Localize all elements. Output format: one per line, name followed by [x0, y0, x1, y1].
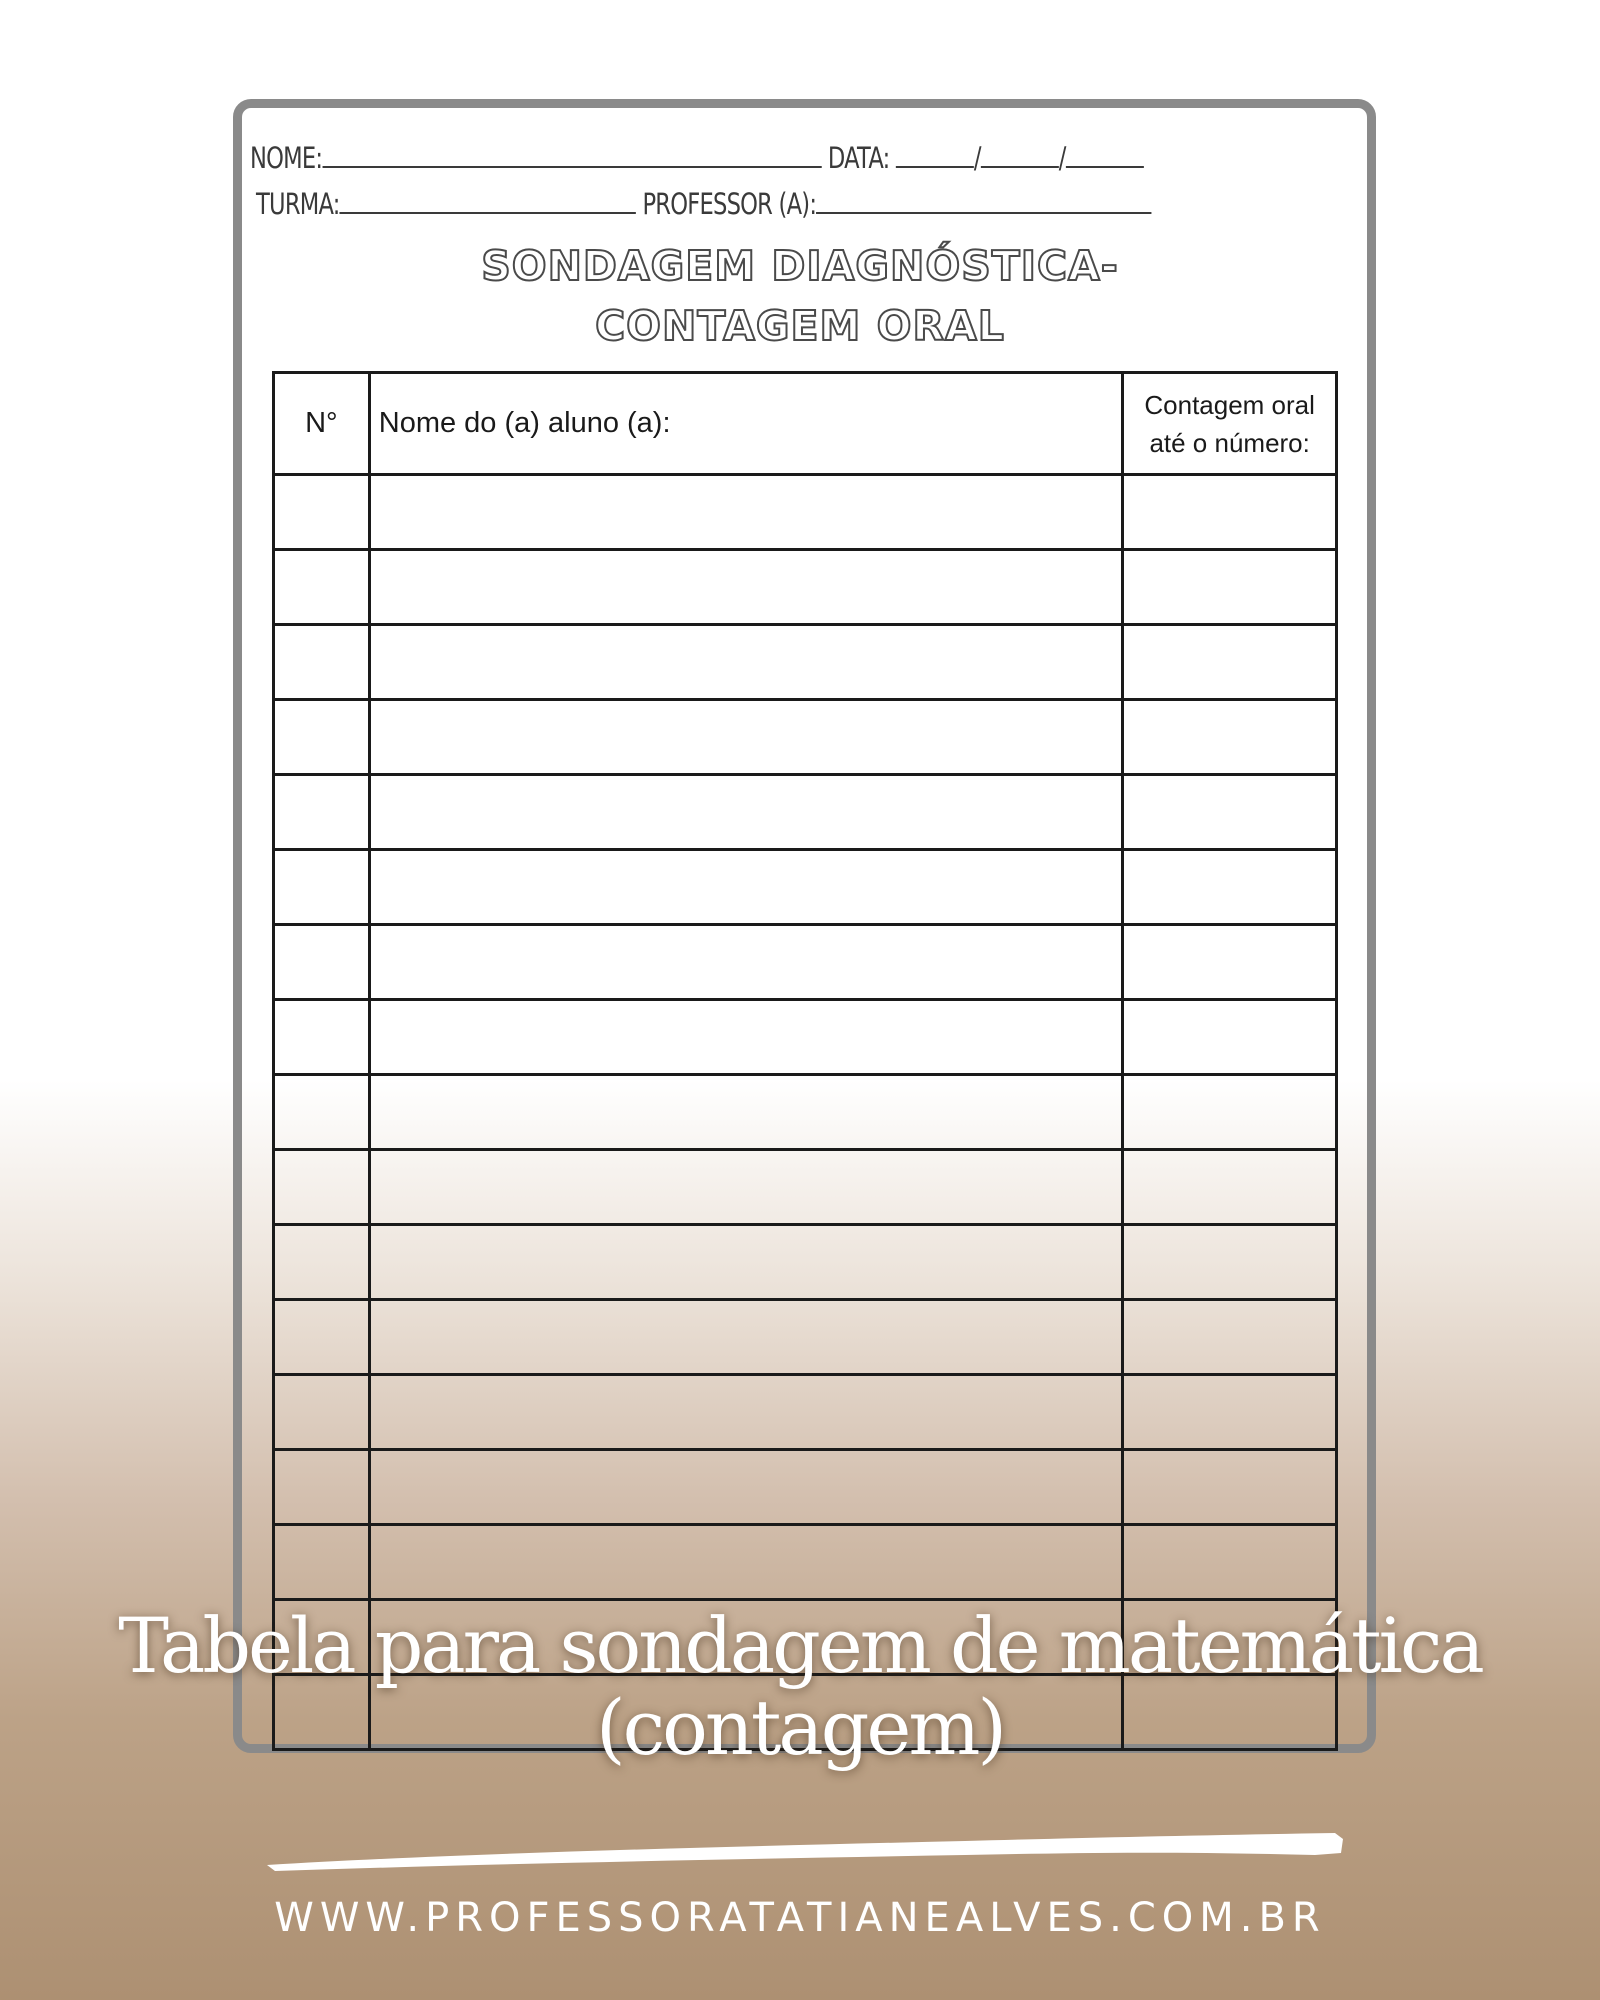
website-url[interactable]: WWW.PROFESSORATATIANEALVES.COM.BR	[274, 1895, 1326, 1941]
overlay-title-line-1: Tabela para sondagem de matemática	[118, 1601, 1482, 1690]
table-row	[274, 850, 1337, 925]
year-blank	[1066, 140, 1144, 168]
cell-number[interactable]	[274, 625, 370, 700]
cell-number[interactable]	[274, 1225, 370, 1300]
cell-count[interactable]	[1123, 1525, 1337, 1600]
cell-count[interactable]	[1123, 925, 1337, 1000]
cell-count[interactable]	[1123, 1225, 1337, 1300]
cell-count[interactable]	[1123, 550, 1337, 625]
cell-name[interactable]	[369, 925, 1123, 1000]
cell-name[interactable]	[369, 550, 1123, 625]
worksheet-title-line-1: SONDAGEM DIAGNÓSTICA-	[481, 242, 1119, 290]
overlay-title-line-2: (contagem)	[595, 1683, 1005, 1772]
cell-count[interactable]	[1123, 1075, 1337, 1150]
header-line-nome-data	[250, 140, 1144, 175]
table-row	[274, 1450, 1337, 1525]
column-header-name: Nome do (a) aluno (a):	[369, 373, 1123, 475]
cell-name[interactable]	[369, 850, 1123, 925]
nome-blank	[322, 140, 821, 168]
table-row	[274, 1150, 1337, 1225]
cell-name[interactable]	[369, 775, 1123, 850]
table-header-row	[274, 373, 1337, 475]
cell-count[interactable]	[1123, 775, 1337, 850]
cell-count[interactable]	[1123, 850, 1337, 925]
date-separator: /	[973, 141, 981, 175]
table-row	[274, 700, 1337, 775]
column-header-number: N°	[274, 373, 370, 475]
table-row	[274, 550, 1337, 625]
table-row	[274, 925, 1337, 1000]
month-blank	[981, 140, 1059, 168]
cell-name[interactable]	[369, 1450, 1123, 1525]
table-row	[274, 1225, 1337, 1300]
cell-name[interactable]	[369, 1300, 1123, 1375]
cell-count[interactable]	[1123, 1375, 1337, 1450]
professor-blank	[816, 186, 1151, 214]
header-line-turma-professor	[256, 186, 1152, 221]
cell-number[interactable]	[274, 1525, 370, 1600]
cell-number[interactable]	[274, 775, 370, 850]
table-row	[274, 1000, 1337, 1075]
cell-number[interactable]	[274, 550, 370, 625]
cell-count[interactable]	[1123, 700, 1337, 775]
cell-name[interactable]	[369, 1225, 1123, 1300]
cell-name[interactable]	[369, 625, 1123, 700]
table-row	[274, 775, 1337, 850]
cell-number[interactable]	[274, 925, 370, 1000]
worksheet-title-line-2: CONTAGEM ORAL	[595, 302, 1005, 350]
cell-number[interactable]	[274, 1300, 370, 1375]
nome-label: NOME:	[250, 141, 323, 175]
cell-count[interactable]	[1123, 1000, 1337, 1075]
cell-name[interactable]	[369, 700, 1123, 775]
cell-number[interactable]	[274, 1150, 370, 1225]
cell-number[interactable]	[274, 1000, 370, 1075]
cell-count[interactable]	[1123, 625, 1337, 700]
data-label: DATA:	[827, 141, 890, 175]
table-row	[274, 625, 1337, 700]
column-header-count	[1123, 373, 1337, 475]
cell-number[interactable]	[274, 1375, 370, 1450]
cell-number[interactable]	[274, 475, 370, 550]
cell-name[interactable]	[369, 1375, 1123, 1450]
cell-name[interactable]	[369, 1525, 1123, 1600]
table-row	[274, 475, 1337, 550]
cell-count[interactable]	[1123, 1300, 1337, 1375]
column-header-count-line-2: até o número:	[1149, 427, 1310, 458]
table-row	[274, 1075, 1337, 1150]
professor-label: PROFESSOR (A):	[642, 187, 817, 221]
column-header-count-line-1: Contagem oral	[1144, 389, 1315, 420]
turma-label: TURMA:	[256, 187, 340, 221]
turma-blank	[340, 186, 636, 214]
student-table	[272, 371, 1338, 1751]
date-separator: /	[1058, 141, 1066, 175]
cell-number[interactable]	[274, 1075, 370, 1150]
cell-number[interactable]	[274, 850, 370, 925]
cell-name[interactable]	[369, 1000, 1123, 1075]
cell-number[interactable]	[274, 1450, 370, 1525]
day-blank	[896, 140, 974, 168]
cell-name[interactable]	[369, 475, 1123, 550]
cell-name[interactable]	[369, 1150, 1123, 1225]
brush-stroke	[265, 1815, 1345, 1875]
cell-name[interactable]	[369, 1075, 1123, 1150]
table-row	[274, 1525, 1337, 1600]
cell-count[interactable]	[1123, 475, 1337, 550]
table-row	[274, 1300, 1337, 1375]
cell-number[interactable]	[274, 700, 370, 775]
cell-count[interactable]	[1123, 1450, 1337, 1525]
table-row	[274, 1375, 1337, 1450]
cell-count[interactable]	[1123, 1150, 1337, 1225]
